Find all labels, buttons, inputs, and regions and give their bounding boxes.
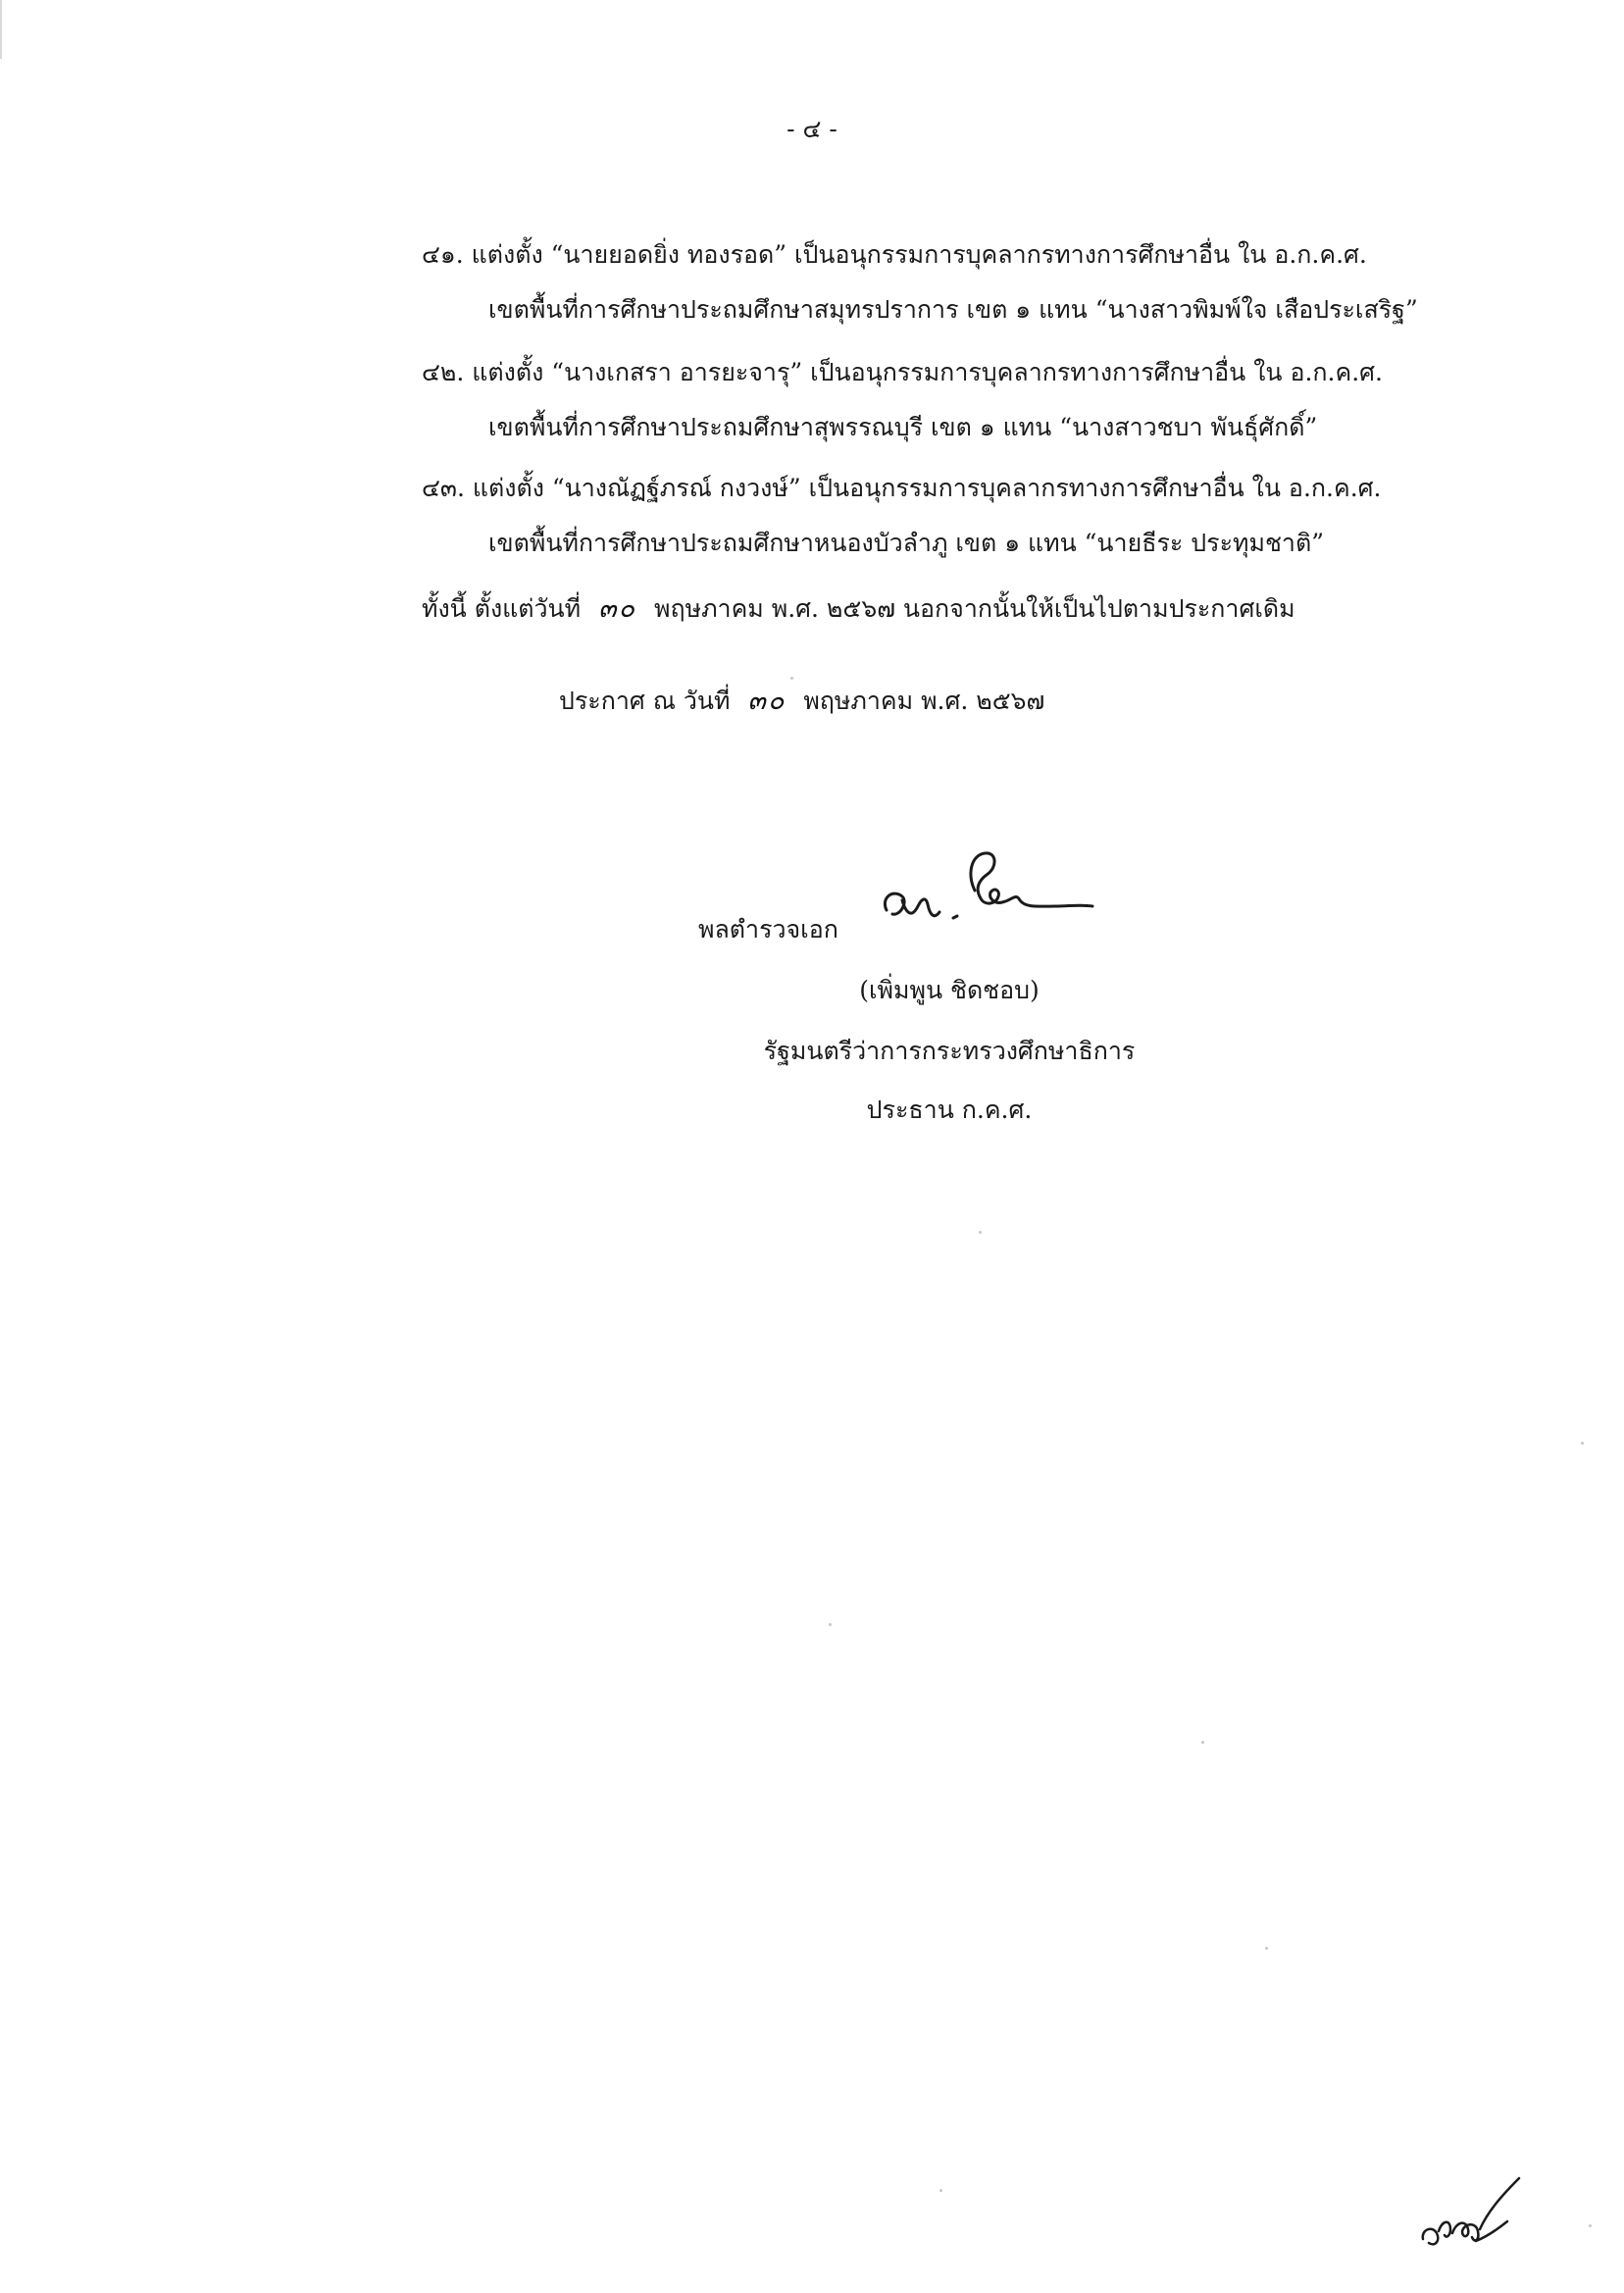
appointment-line: เขตพื้นที่การศึกษาประถมศึกษาหนองบัวลำภู เขต ๑ แทน “นายธีระ ประทุมชาติ” [488,529,1324,557]
effective-prefix: ทั้งนี้ ตั้งแต่วันที่ [422,594,582,623]
effective-suffix: พฤษภาคม พ.ศ. ๒๕๖๗ นอกจากนั้นให้เป็นไปตามประกาศเดิม [653,594,1295,623]
appointment-line: ๔๓. แต่งตั้ง “นางณัฏฐ์ภรณ์ กงวงษ์” เป็นอนุกรรมการบุคลากรทางการศึกษาอื่น ใน อ.ก.ค.ศ. [422,474,1382,502]
announcement-date [559,679,1344,721]
handwritten-day: ๓๐ [598,593,637,624]
effective-date-clause [422,586,1500,629]
page-number: - ๔ - [787,115,837,143]
scan-speck [1581,1442,1584,1445]
signatory-position: รัฐมนตรีว่าการกระทรวงศึกษาธิการ [763,1037,1136,1065]
appointment-item-43 [422,461,1481,571]
scan-speck [1589,2224,1592,2227]
handwritten-day: ๓๐ [747,686,787,716]
scan-speck [939,2189,942,2192]
scan-speck [1265,1947,1268,1950]
appointment-item-42 [422,345,1481,455]
announced-suffix: พฤษภาคม พ.ศ. ๒๕๖๗ [803,687,1045,715]
appointment-line: ๔๒. แต่งตั้ง “นางเกสรา อารยะจารุ” เป็นอนุกรรมการบุคลากรทางการศึกษาอื่น ใน อ.ก.ค.ศ. [422,358,1383,386]
scan-speck [829,1623,832,1626]
signatory-rank: พลตำรวจเอก [698,915,838,943]
signatory-role: ประธาน ก.ค.ศ. [866,1096,1033,1124]
announced-prefix: ประกาศ ณ วันที่ [559,687,731,715]
appointment-item-41 [422,228,1481,337]
scan-speck [1201,1741,1204,1744]
scan-speck [979,1231,982,1234]
initials-mark [1417,2172,1525,2251]
appointment-line: เขตพื้นที่การศึกษาประถมศึกษาสุพรรณบุรี เขต ๑ แทน “นางสาวชบา พันธุ์ศักดิ์” [488,413,1318,441]
appointment-line: เขตพื้นที่การศึกษาประถมศึกษาสมุทรปราการ เขต ๑ แทน “นางสาวพิมพ์ใจ เสือประเสริฐ” [488,295,1418,324]
handwritten-signature [873,845,1128,953]
scan-edge-mark [0,0,2,59]
scan-speck [790,677,793,680]
appointment-line: ๔๑. แต่งตั้ง “นายยอดยิ่ง ทองรอด” เป็นอนุกรรมการบุคลากรทางการศึกษาอื่น ใน อ.ก.ค.ศ. [422,240,1367,269]
signatory-name: (เพิ่มพูน ชิดชอบ) [859,976,1040,1004]
